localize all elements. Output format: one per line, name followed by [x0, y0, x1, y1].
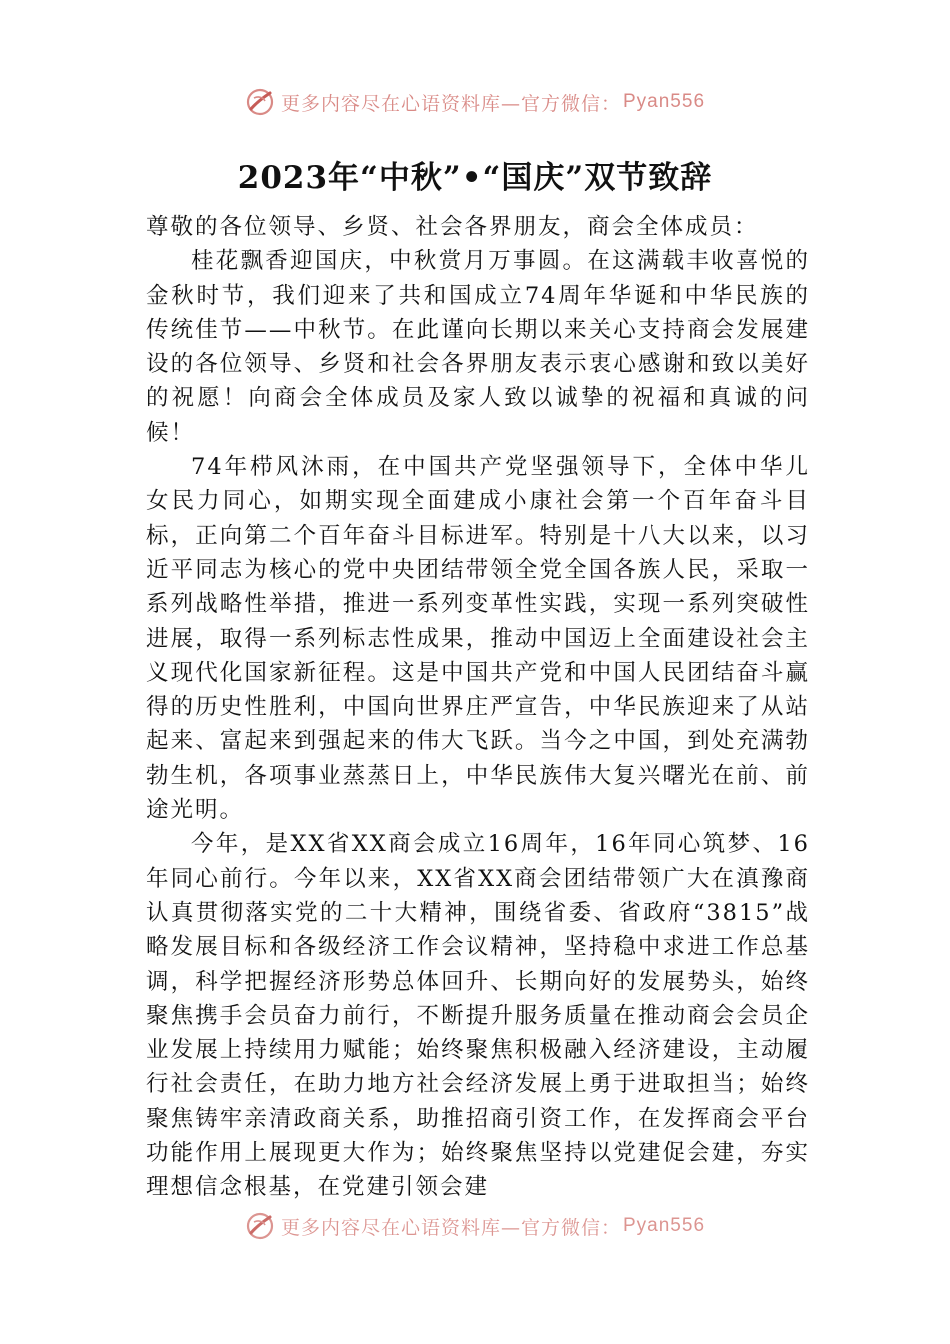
- paragraph: 74年栉风沐雨，在中国共产党坚强领导下，全体中华儿女民力同心，如期实现全面建成小康社会第一个百年奋斗目标，正向第二个百年奋斗目标进军。特别是十八大以来，以习近平同志为核心的党中央团结带领全党全国各族人民，采取一系列战略性举措，推进一系列变革性实践，实现一系列突破性进展，取得一系列标志性成果，推动中国迈上全面建设社会主义现代化国家新征程。这是中国共产党和中国人民团结奋斗赢得的历史性胜利，中国向世界庄严宣告，中华民族迎来了从站起来、富起来到强起来的伟大飞跃。当今之中国，到处充满勃勃生机，各项事业蒸蒸日上，中华民族伟大复兴曙光在前、前途光明。: [146, 454, 810, 824]
- brush-logo-icon: [245, 1211, 275, 1241]
- salutation: 尊敬的各位领导、乡贤、社会各界朋友，商会全体成员：: [146, 214, 759, 240]
- watermark-text: 更多内容尽在心语资料库—官方微信：: [280, 1216, 621, 1239]
- watermark-text: 更多内容尽在心语资料库—官方微信：: [280, 92, 621, 115]
- paragraph: 桂花飘香迎国庆，中秋赏月万事圆。在这满载丰收喜悦的金秋时节，我们迎来了共和国成立74周年华诞和中华民族的传统佳节——中秋节。在此谨向长期以来关心支持商会发展建设的各位领导、乡贤和社会各界朋友表示衷心感谢和致以美好的祝愿！向商会全体成员及家人致以诚挚的祝福和真诚的问候！: [146, 248, 810, 446]
- watermark-header: [0, 82, 950, 122]
- brush-logo-icon: [245, 87, 275, 117]
- watermark-wechat-id: Pyan556: [623, 1215, 706, 1236]
- watermark-wechat-id: Pyan556: [623, 91, 706, 112]
- watermark-footer: [0, 1206, 950, 1246]
- paragraph: 今年，是XX省XX商会成立16周年，16年同心筑梦、16年同心前行。今年以来，XX省XX商会团结带领广大在滇豫商认真贯彻落实党的二十大精神，围绕省委、省政府“3815”战略发展目标和各级经济工作会议精神，坚持稳中求进工作总基调，科学把握经济形势总体回升、长期向好的发展势头，始终聚焦携手会员奋力前行，不断提升服务质量在推动商会会员企业发展上持续用力赋能；始终聚焦积极融入经济建设，主动履行社会责任，在助力地方社会经济发展上勇于进取担当；始终聚焦铸牢亲清政商关系，助推招商引资工作，在发挥商会平台功能作用上展现更大作为；始终聚焦坚持以党建促会建，夯实理想信念根基，在党建引领会建: [146, 831, 810, 1201]
- document-title: 2023年“中秋”•“国庆”双节致辞: [237, 160, 713, 196]
- document-body: [146, 210, 810, 1205]
